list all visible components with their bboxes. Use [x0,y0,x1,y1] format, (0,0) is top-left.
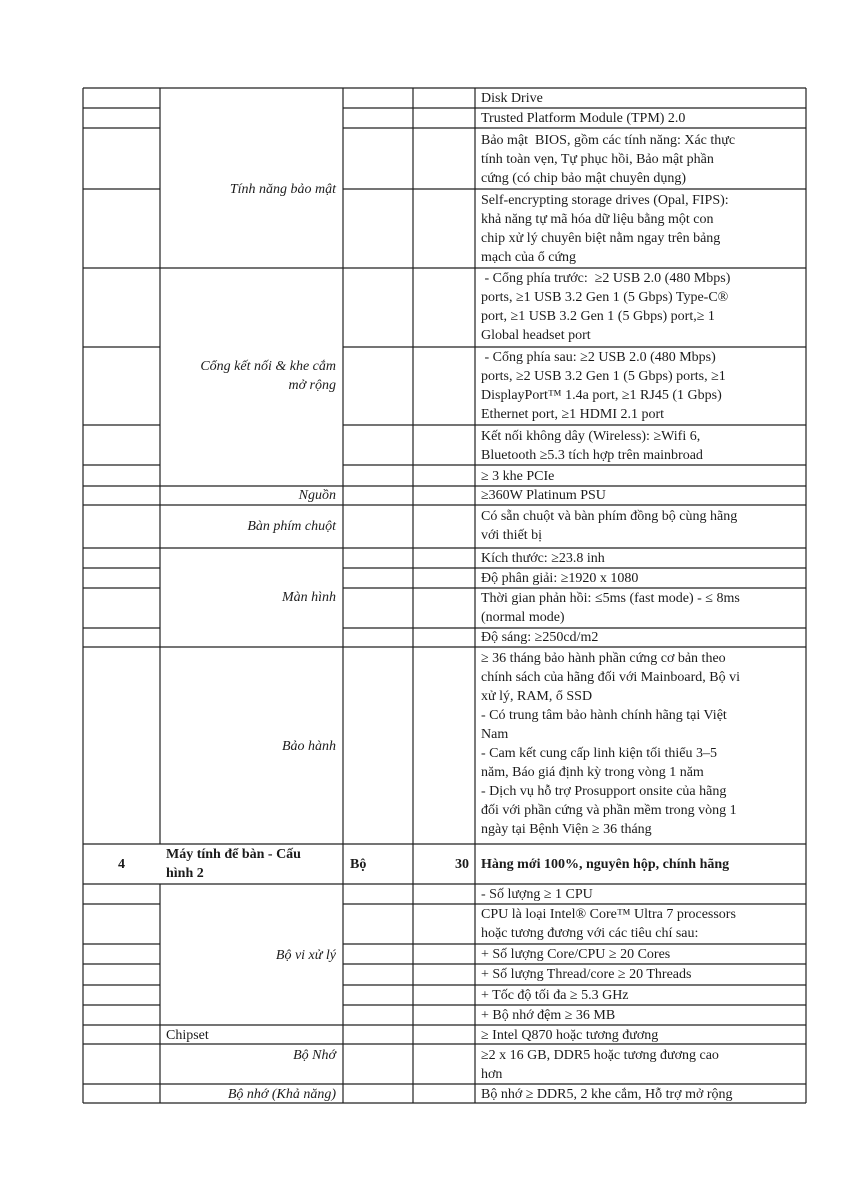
spec-cell: Self-encrypting storage drives (Opal, FIPS): khả năng tự mã hóa dữ liệu bằng một con chip xử lý chuyên biệt nằm ngay trên bảng mạch của ổ cứng [481,193,729,265]
label-chipset: Chipset [166,1028,209,1043]
label-psu: Nguồn [298,488,336,503]
spec-cell: Độ sáng: ≥250cd/m2 [481,630,599,645]
spec-cell: CPU là loại Intel® Core™ Ultra 7 processors hoặc tương đương với các tiêu chí sau: [481,907,736,941]
item-quantity: 30 [455,857,469,872]
spec-cell: Thời gian phản hồi: ≤5ms (fast mode) - ≤ 8ms (normal mode) [481,591,740,625]
label-security: Tính năng bảo mật [229,182,336,197]
spec-cell: - Cổng phía trước: ≥2 USB 2.0 (480 Mbps) ports, ≥1 USB 3.2 Gen 1 (5 Gbps) Type-C® port, ≥1 USB 3.2 Gen 1 (5 Gbps) port,≥ 1 Global headset port [481,271,731,343]
spec-cell: Bộ nhớ ≥ DDR5, 2 khe cắm, Hỗ trợ mở rộng [481,1087,733,1102]
spec-cell: ≥ Intel Q870 hoặc tương đương [481,1028,659,1043]
label-ram-capacity: Bộ nhớ (Khả năng) [227,1087,336,1102]
spec-cell: Trusted Platform Module (TPM) 2.0 [481,111,686,126]
label-keyboard: Bàn phím chuột [247,519,336,534]
spec-cell: ≥ 3 khe PCIe [481,469,555,484]
label-monitor: Màn hình [281,590,336,605]
label-cpu: Bộ vi xử lý [275,948,336,963]
spec-cell: + Tốc độ tối đa ≥ 5.3 GHz [481,988,629,1003]
spec-cell: Kết nối không dây (Wireless): ≥Wifi 6, Bluetooth ≥5.3 tích hợp trên mainbroad [481,429,703,463]
spec-cell: Có sẵn chuột và bàn phím đồng bộ cùng hãng với thiết bị [481,509,738,543]
spec-cell: Bảo mật BIOS, gồm các tính năng: Xác thực tính toàn vẹn, Tự phục hồi, Bảo mật phần cứng (có chip bảo mật chuyên dụng) [481,133,736,186]
spec-cell: + Số lượng Core/CPU ≥ 20 Cores [481,947,671,962]
item-description: Hàng mới 100%, nguyên hộp, chính hãng [481,857,730,872]
label-ports: Cổng kết nối & khe cắm mở rộng [200,359,336,393]
spec-cell: ≥ 36 tháng bảo hành phần cứng cơ bản theo chính sách của hãng đối với Mainboard, Bộ vi xử lý, RAM, ổ SSD - Có trung tâm bảo hành chính hãng tại Việt Nam - Cam kết cung cấp linh kiện tối thiểu 3–5 năm, Báo giá định kỳ trong vòng 1 năm - Dịch vụ hỗ trợ Prosupport onsite của hãng đối với phần cứng và phần mềm trong vòng 1 ngày tại Bệnh Viện ≥ 36 tháng [481,651,740,837]
spec-cell: + Bộ nhớ đệm ≥ 36 MB [481,1008,616,1023]
label-ram: Bộ Nhớ [293,1048,336,1063]
spec-cell: ≥360W Platinum PSU [481,488,606,503]
item-number: 4 [118,857,125,872]
spec-cell: Kích thước: ≥23.8 inh [481,551,605,566]
item-unit: Bộ [350,857,367,872]
spec-cell: + Số lượng Thread/core ≥ 20 Threads [481,967,692,982]
spec-cell: Disk Drive [481,91,543,106]
spec-cell: - Số lượng ≥ 1 CPU [481,887,593,902]
spec-cell: Độ phân giải: ≥1920 x 1080 [481,571,639,586]
label-warranty: Bảo hành [281,739,336,754]
item-name: Máy tính để bàn - Cấu hình 2 [166,847,301,881]
spec-cell: ≥2 x 16 GB, DDR5 hoặc tương đương cao hơn [481,1048,719,1082]
spec-cell: - Cổng phía sau: ≥2 USB 2.0 (480 Mbps) ports, ≥2 USB 3.2 Gen 1 (5 Gbps) ports, ≥1 DisplayPort™ 1.4a port, ≥1 RJ45 (1 Gbps) Ethernet port, ≥1 HDMI 2.1 port [481,350,726,422]
